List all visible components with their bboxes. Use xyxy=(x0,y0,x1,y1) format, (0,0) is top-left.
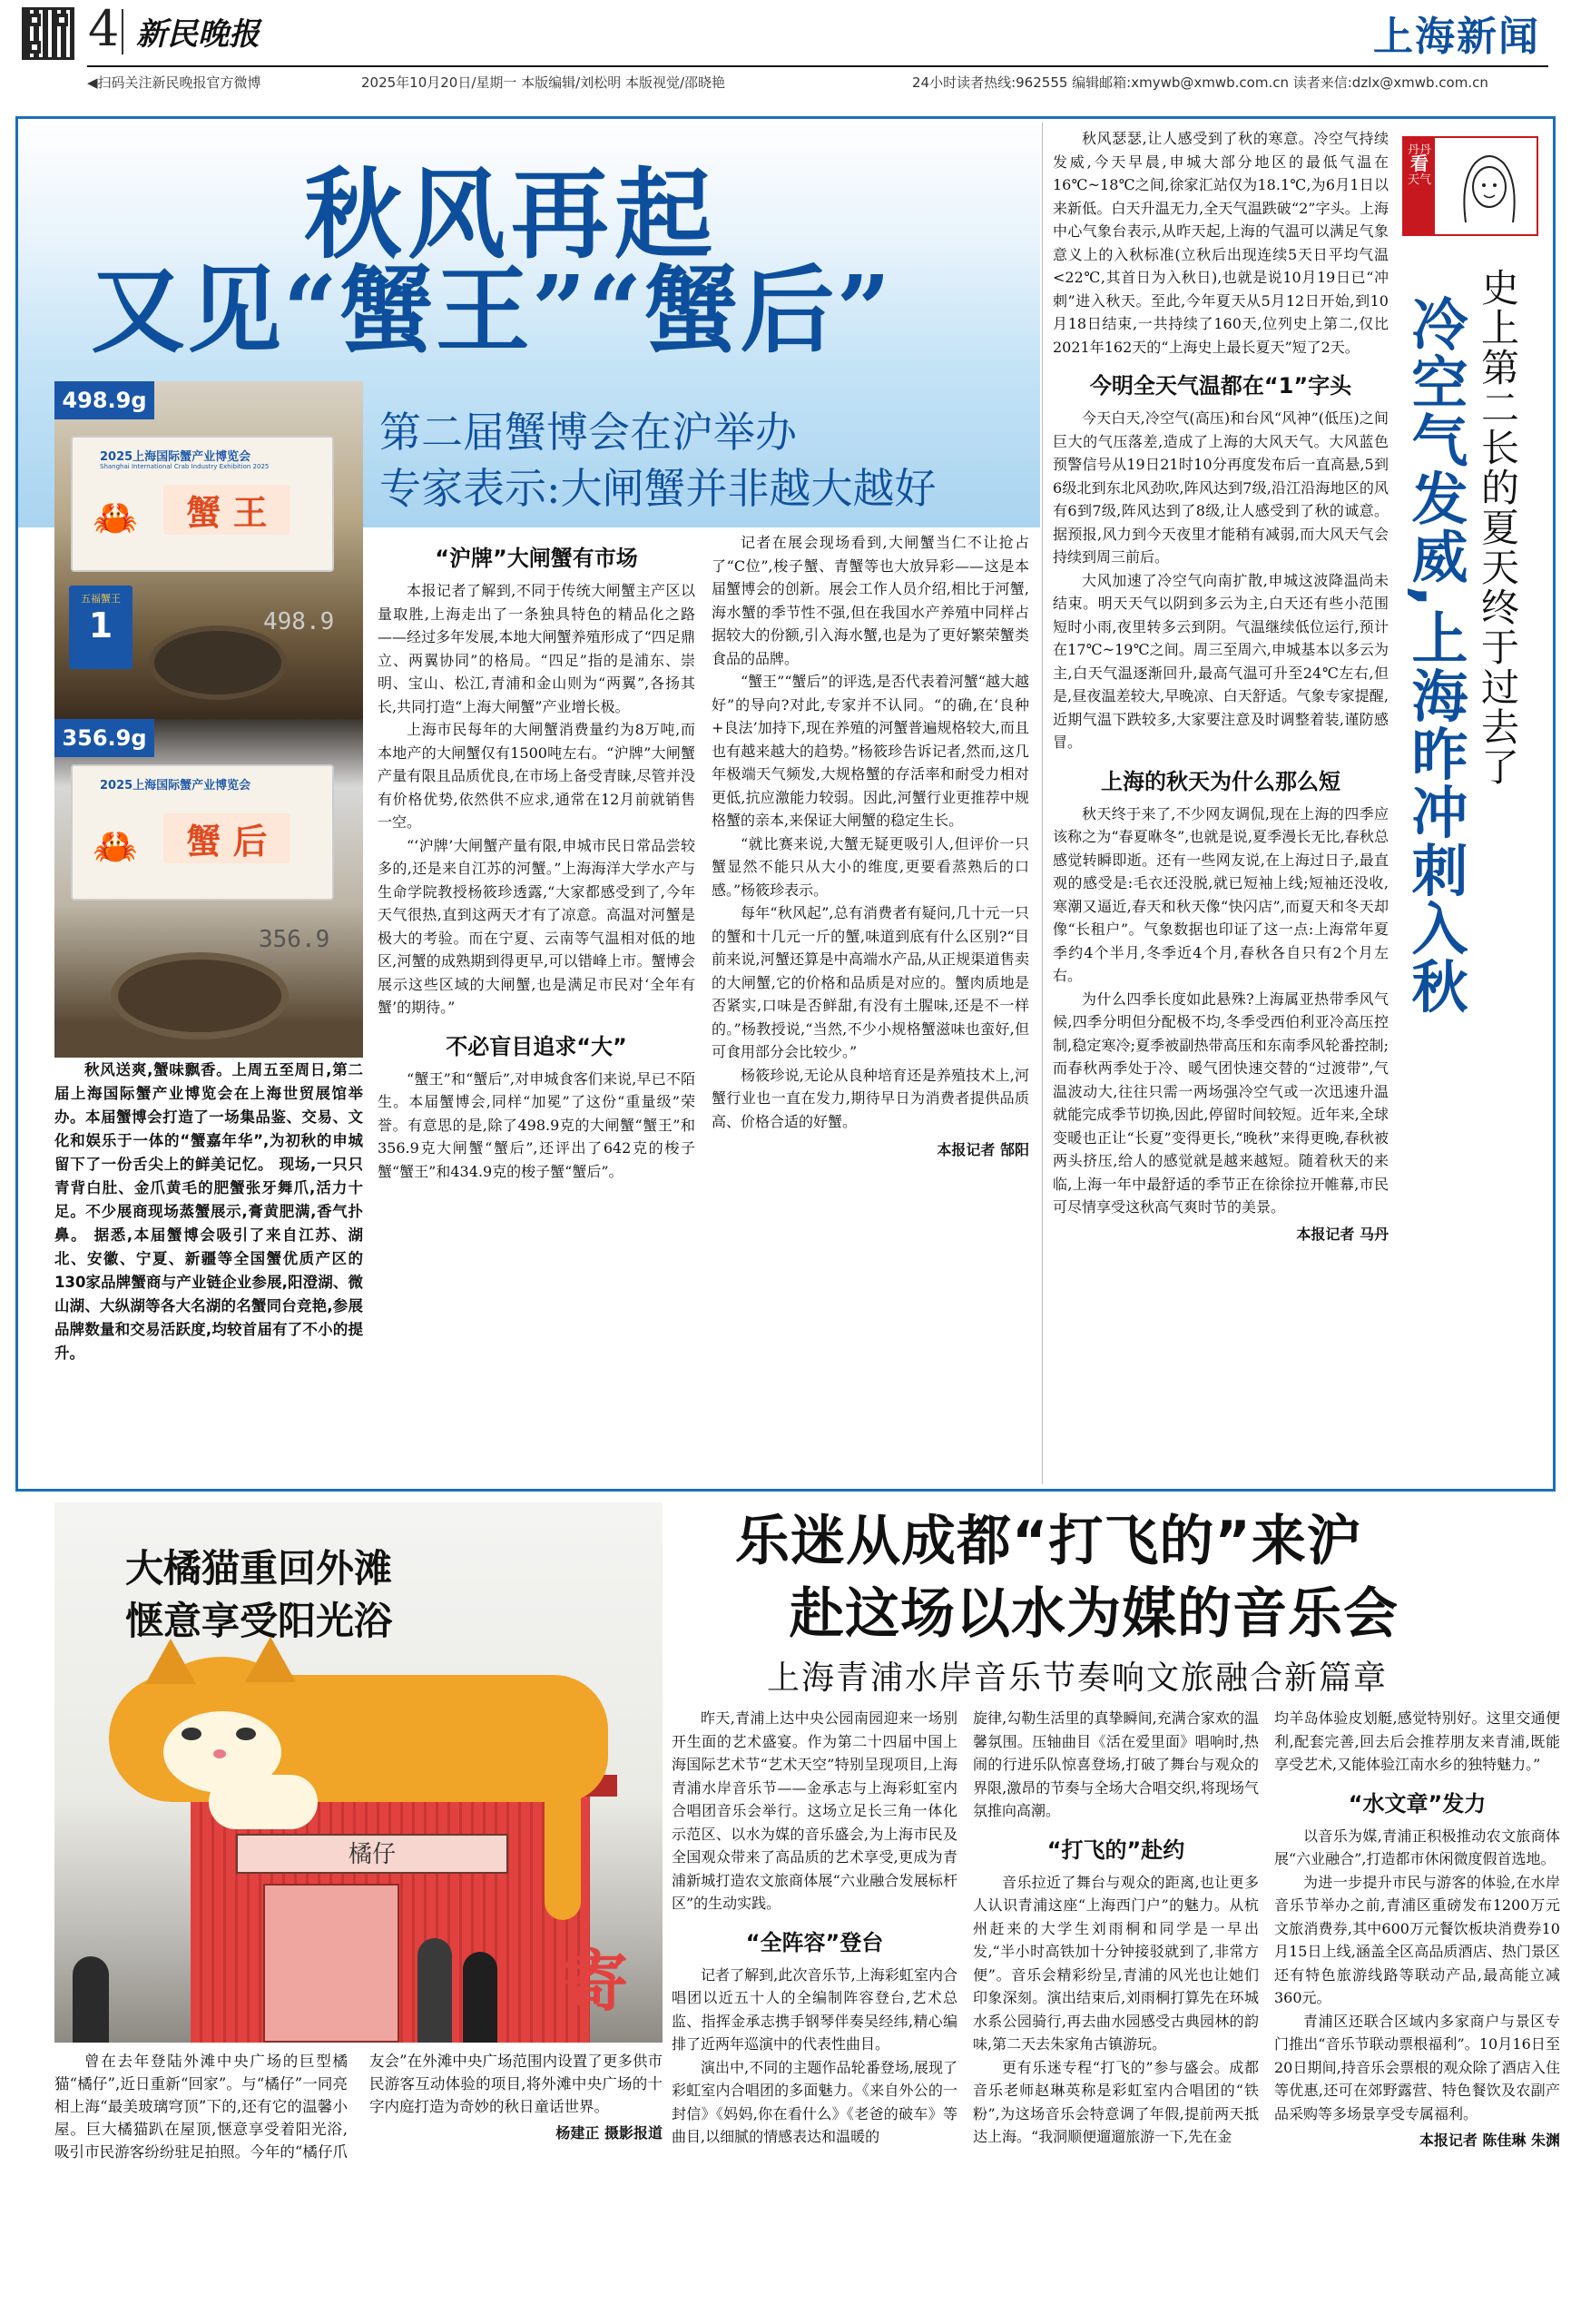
expo-sign xyxy=(71,436,334,572)
music-headline-2: 赴这场以水为媒的音乐会 xyxy=(790,1582,1399,1646)
crab-column-2 xyxy=(712,531,1029,1484)
music-subhead-water: “水文章”发力 xyxy=(1348,1790,1487,1817)
cat-ear-right xyxy=(245,1637,296,1682)
cat-caption xyxy=(54,2050,663,2277)
expo-sign-subtitle: Shanghai International Crab Industry Exhibition 2025 xyxy=(100,463,270,470)
cat-caption-text: 曾在去年登陆外滩中央广场的巨型橘猫“橘仔”,近日重新“回家”。与“橘仔”一同亮相上海“最美玻璃穹顶”下的,还有它的温馨小屋。巨大橘猫趴在屋顶,惬意享受着阳光浴,吸引市民游客纷纷驻足拍照。今年的“橘仔爪友会”在外滩中央广场范围内设置了更多供市民游客互动体验的项目,将外滩中央广场的十字内庭打造为奇妙的秋日童话世界。 xyxy=(54,2053,663,2161)
crab-byline: 本报记者 郜阳 xyxy=(937,1141,1029,1158)
banner-character: 寄 xyxy=(563,1943,629,2020)
cat-title-1: 大橘猫重回外滩 xyxy=(125,1546,393,1590)
paragraph: 青浦区还联合区域内多家商户与景区专门推出“音乐节联动票根福利”。10月16日至20日期间,持音乐会票根的观众除了酒店入住等优惠,还可在郊野露营、特色餐饮及农副产品采购等多场景享受专属福利。 xyxy=(1274,2012,1560,2122)
date-line: 2025年10月20日/星期一 本版编辑/刘松明 本版视觉/邵晓艳 xyxy=(361,74,726,91)
sign-queen-label: 蟹 后 xyxy=(163,813,290,863)
weather-divider xyxy=(1042,123,1043,1484)
scale-king: 498.9 xyxy=(263,608,335,635)
paragraph: 每年“秋风起”,总有消费者有疑问,几十元一只的蟹和十几元一斤的蟹,味道到底有什么区别?“目前来说,河蟹还算是中高端水产品,从正规渠道售卖的大闸蟹,它的价格和品质是对应的。蟹肉质地是否紧实,口味是否鲜甜,有没有土腥味,还是不一样的。”杨教授说,“当然,不少小规格蟹滋味也蛮好,但可食用部分会比较少。” xyxy=(712,904,1029,1060)
music-subhead-lineup: “全阵容”登台 xyxy=(745,1929,884,1955)
crab-sign-icon: 🦀 xyxy=(93,497,138,539)
cat-credit: 杨建正 摄影报道 xyxy=(555,2124,663,2142)
crab-photo-column xyxy=(54,381,363,1058)
weather-subhead-1: 今明全天气温都在“1”字头 xyxy=(1089,373,1352,399)
weather-vertical-main: 冷空气发威,上海昨冲刺入秋 xyxy=(1402,295,1468,1016)
expo-sign-title-queen: 2025上海国际蟹产业博览会 xyxy=(100,779,251,793)
award-tag xyxy=(69,586,133,669)
music-byline: 本报记者 陈佳琳 朱渊 xyxy=(1419,2132,1560,2149)
paragraph: 为什么四季长度如此悬殊?上海属亚热带季风气候,四季分明但分配极不均,冬季受西伯利亚冷高压控制,稳定寒冷;夏季被副热带高压和东南季风轮番控制;而春秋两季处于冷、暖气团快速交替的“过渡带”,气温波动大,往往只需一两场强冷空气或一次迅速升温就能完成季节切换,因此,停留时间较短。近年来,全球变暖也正让“长夏”变得更长,“晚秋”来得更晚,春秋被两头挤压,给人的感觉就是越来越短。随着秋天的来临,上海一年中最舒适的季节正在徐徐拉开帷幕,市民可尽情享受这秋高气爽时节的美景。 xyxy=(1053,990,1389,1216)
paragraph: 上海市民每年的大闸蟹消费量约为8万吨,而本地产的大闸蟹仅有1500吨左右。“沪牌”大闸蟹产量有限且品质优良,在市场上备受青睐,尽管并没有价格优势,依然供不应求,通常在12月前就销售一空。 xyxy=(378,721,695,831)
paper-name: 新民晚报 xyxy=(136,16,260,53)
music-headline-1: 乐迷从成都“打飞的”来沪 xyxy=(735,1510,1362,1573)
expo-sign-title: 2025上海国际蟹产业博览会 xyxy=(100,450,251,464)
paragraph: 均羊岛体验皮划艇,感觉特别好。这里交通便利,配套完善,回去后会推荐朋友来青浦,既能享受艺术,又能体验江南水乡的独特魅力。” xyxy=(1274,1709,1560,1773)
weight-tag-queen: 356.9g xyxy=(54,719,154,757)
visitor-2 xyxy=(417,1938,452,2043)
cat-nose xyxy=(213,1749,226,1758)
paragraph: 音乐拉近了舞台与观众的距离,也让更多人认识青浦这座“上海西门户”的魅力。从杭州赶来的大学生刘雨桐和同学是一早出发,“半小时高铁加十分钟接驳就到了,非常方便”。音乐会精彩纷呈,青浦的风光也让她们印象深刻。演出结束后,刘雨桐打算先在环城水系公园骑行,再去曲水园感受古典园林的韵味,第二天去朱家角古镇游玩。 xyxy=(973,1873,1259,2053)
paragraph: “蟹王”和“蟹后”,对申城食客们来说,早已不陌生。本届蟹博会,同样“加冕”了这份“重量级”荣誉。有意思的是,除了498.9克的大闸蟹“蟹王”和356.9克大闸蟹“蟹后”,还评出了642克的梭子蟹“蟹王”和434.9克的梭子蟹“蟹后”。 xyxy=(378,1069,695,1180)
cat-tail xyxy=(545,1738,581,1920)
paragraph: 演出中,不同的主题作品轮番登场,展现了彩虹室内合唱团的多面魅力。《来自外公的一封信》《妈妈,你在看什么》《老爸的破车》等曲目,以细腻的情感表达和温暖的 xyxy=(672,2058,957,2145)
crab-king-photo xyxy=(54,381,363,719)
section-title: 上海新闻 xyxy=(1373,14,1540,60)
qr-caption: ◀扫码关注新民晚报官方微博 xyxy=(87,74,261,91)
paragraph: 旋律,勾勒生活里的真挚瞬间,充满合家欢的温馨氛围。压轴曲目《活在爱里面》唱响时,热闹的行进乐队惊喜登场,打破了舞台与观众的界限,激昂的节奏与全场大合唱交织,将现场气氛推向高潮。 xyxy=(973,1709,1259,1819)
paragraph: 本报记者了解到,不同于传统大闸蟹主产区以量取胜,上海走出了一条独具特色的精品化之路——经过多年发展,本地大闸蟹养殖形成了“四足鼎立、两翼协同”的格局。“四足”指的是浦东、崇明、宝山、松江,青浦和金山则为“两翼”,各扬其长,共同打造“上海大闸蟹”产业增长极。 xyxy=(378,582,695,715)
crab-lead-text: 秋风送爽,蟹味飘香。上周五至周日,第二届上海国际蟹产业博览会在上海世贸展馆举办。本届蟹博会打造了一场集品鉴、交易、文化和娱乐于一体的“蟹嘉年华”,为初秋的申城留下了一份舌尖上的鲜美记忆。 现场,一只只青背白肚、金爪黄毛的肥蟹张牙舞爪,活力十足。不少展商现场蒸蟹展示,膏黄肥满,香气扑鼻。 据悉,本届蟹博会吸引了来自江苏、湖北、安徽、宁夏、新疆等全国蟹优质产区的130家品牌蟹商与产业链企业参展,阳澄湖、微山湖、大纵湖等各大名湖的名蟹同台竞艳,参展品牌数量和交易活跃度,均较首届有了不小的提升。 xyxy=(54,1061,363,1362)
crab-subhead-2: 专家表示:大闸蟹并非越大越好 xyxy=(379,464,937,513)
masthead xyxy=(0,0,1571,104)
hotline: 24小时读者热线:962555 编辑邮箱:xmywb@xmwb.com.cn 读者来信:dzlx@xmwb.com.cn xyxy=(912,74,1488,91)
masthead-rule xyxy=(87,65,1548,67)
page-number: 4 xyxy=(88,0,120,57)
visitor-1 xyxy=(73,1956,109,2043)
sign-king-label: 蟹 王 xyxy=(163,485,290,535)
music-column-1 xyxy=(672,1707,957,2315)
expo-sign-queen xyxy=(71,764,334,901)
weight-tag-king: 498.9g xyxy=(54,381,154,419)
store-sign xyxy=(236,1834,508,1874)
cat-eye-right xyxy=(236,1728,256,1740)
crab-headline-2: 又见“蟹王”“蟹后” xyxy=(91,254,893,366)
music-subhead: 上海青浦水岸音乐节奏响文旅融合新篇章 xyxy=(767,1659,1389,1697)
store-sign-text: 橘仔 xyxy=(348,1841,396,1868)
paragraph: 秋天终于来了,不少网友调侃,现在上海的四季应该称之为“春夏咻冬”,也就是说,夏季漫长无比,春秋总感觉转瞬即逝。还有一些网友说,在上海过日子,最直观的感受是:毛衣还没脱,就已短袖上线;短袖还没收,寒潮又逼近,春天和秋天像“快闪店”,而夏天和冬天却像“长租户”。气象数据也印证了这一点:上海常年夏季约4个半月,冬季近4个月,春秋各自只有2个月左右。 xyxy=(1053,804,1389,984)
crab-king-shape xyxy=(154,631,281,694)
badge-name: 丹丹 xyxy=(1407,143,1431,157)
crab-column-1 xyxy=(378,531,695,1484)
paragraph: 更有乐迷专程“打飞的”参与盛会。成都音乐老师赵琳英称是彩虹室内合唱团的“铁粉”,为这场音乐会特意调了年假,提前两天抵达上海。“我洞顺便遛遛旅游一下,先在金 xyxy=(973,2058,1259,2145)
crab-lead xyxy=(54,1059,363,1485)
weather-byline: 本报记者 马丹 xyxy=(1296,1225,1389,1243)
paragraph: 杨筱珍说,无论从良种培育还是养殖技术上,河蟹行业也一直在发力,期待早日为消费者提供品质高、价格合适的好蟹。 xyxy=(712,1066,1029,1130)
cat-title-2: 惬意享受阳光浴 xyxy=(125,1599,393,1643)
crab-headline-1: 秋风再起 xyxy=(304,158,719,272)
paragraph: 以音乐为媒,青浦正积极推动农文旅商体展“六业融合”,打造都市休闲微度假首选地。 xyxy=(1274,1827,1560,1867)
cat-paw xyxy=(209,1775,318,1829)
paragraph: 昨天,青浦上达中央公园南园迎来一场别开生面的艺术盛宴。作为第二十四届中国上海国际艺术节“艺术天空”特别呈现项目,上海青浦水岸音乐节——金承志与上海彩虹室内合唱团音乐会举行。这场立足长三角一体化示范区、以水为媒的音乐盛会,为上海市民及全国观众带来了高品质的艺术享受,更成为青浦新城打造农文旅商体展“六业融合发展标杆区”的生动实践。 xyxy=(672,1709,957,1912)
paragraph: 今天白天,冷空气(高压)和台风“风神”(低压)之间巨大的气压落差,造成了上海的大风天气。大风蓝色预警信号从19日21时10分再度发布后一直高悬,5到6级北到东北风劲吹,阵风达到7级,沿江沿海地区的风有6到7级,阵风达到了8级,让人感受到了秋的诚意。据预报,风力到今天夜里才能稍有减弱,而大风天气会持续到周三前后。 xyxy=(1053,409,1389,566)
crab-sign-icon-queen: 🦀 xyxy=(93,826,138,868)
music-column-2 xyxy=(973,1707,1259,2315)
subhead-hupai: “沪牌”大闸蟹有市场 xyxy=(435,546,638,571)
columnist-portrait xyxy=(1448,145,1531,231)
paragraph: 记者在展会现场看到,大闸蟹当仁不让抢占了“C位”,梭子蟹、青蟹等也大放异彩——这是本届蟹博会的创新。展会工作人员介绍,相比于河蟹,海水蟹的季节性不强,但在我国水产养殖中同样占据较大的份额,引入海水蟹,也是为了更好繁荣蟹类食品的品牌。 xyxy=(712,534,1029,667)
award-tag-number: 1 xyxy=(88,606,113,645)
crab-subhead-1: 第二届蟹博会在沪举办 xyxy=(379,408,797,457)
house-door xyxy=(263,1884,399,2043)
paragraph: 秋风瑟瑟,让人感受到了秋的寒意。冷空气持续发威,今天早晨,申城大部分地区的最低气温在16℃~18℃之间,徐家汇站仅为18.1℃,为6月1日以来新低。白天升温无力,全天气温跌破“2”字头。上海中心气象台表示,从昨天起,上海的气温可以满足气象意义上的入秋标准(立秋后出现连续5天日平均气温<22℃,其首日为入秋日),也就是说10月19日已“冲刺”进入秋天。至此,今年夏天从5月12日开始,到10月18日结束,一共持续了160天,位列史上第二,仅比2021年162天的“上海史上最长夏天”短了2天。 xyxy=(1053,130,1389,356)
visitor-3 xyxy=(463,1952,497,2043)
paragraph: 为进一步提升市民与游客的体验,在水岸音乐节举办之前,青浦区重磅发布1200万元文旅消费券,其中600万元餐饮板块消费券10月15日上线,涵盖全区高品质酒店、热门景区还有特色旅游线路等联动产品,最高能立减360元。 xyxy=(1274,1873,1560,2006)
divider xyxy=(122,9,123,54)
crab-queen-shape xyxy=(118,960,281,1032)
paragraph: “‘沪牌’大闸蟹产量有限,申城市民日常品尝较多的,还是来自江苏的河蟹。”上海海洋大学水产与生命学院教授杨筱珍透露,“大家都感受到了,今年天气很热,直到这两天才有了凉意。高温对河蟹是极大的考验。而在宁夏、云南等气温相对低的地区,河蟹的成熟期到得更早,可以错峰上市。蟹博会展示这些区域的大闸蟹,也是满足市民对‘全年有蟹’的期待。” xyxy=(378,836,695,1016)
award-tag-label: 五福蟹王 xyxy=(81,593,121,605)
weather-column xyxy=(1053,127,1389,1484)
paragraph: “就比赛来说,大蟹无疑更吸引人,但评价一只蟹显然不能只从大小的维度,更要看蒸熟后的口感。”杨筱珍表示。 xyxy=(712,834,1029,899)
badge-red-tag xyxy=(1404,138,1435,234)
cat-ear-left xyxy=(145,1639,196,1684)
paragraph: 大风加速了冷空气向南扩散,申城这波降温尚未结束。明天天气以阴到多云为主,白天还有些小范围短时小雨,夜里转多云到阴。气温继续低位运行,预计在17℃~19℃之间。周三至周六,申城基本以多云为主,白天气温逐渐回升,最高气温可升至24℃左右,但是,昼夜温差较大,早晚凉、白天舒适。气象专家提醒,近期气温下跌较多,大家要注意及时调整着装,谨防感冒。 xyxy=(1053,571,1389,751)
paragraph: “蟹王”“蟹后”的评选,是否代表着河蟹“越大越好”的导向?对此,专家并不认同。“的确,在‘良种+良法’加持下,现在养殖的河蟹普遍规格较大,而且也有越来越大的趋势。”杨筱珍告诉记者,然而,这几年极端天气频发,大规格蟹的存活率和耐受力相对更低,抗应激能力较弱。因此,河蟹行业更推荐中规格蟹的亲本,来保证大闸蟹的稳定生长。 xyxy=(712,673,1029,829)
badge-look: 看 xyxy=(1410,153,1429,174)
weather-subhead-2: 上海的秋天为什么那么短 xyxy=(1101,768,1340,794)
qr-code-icon[interactable] xyxy=(22,7,74,60)
paragraph: 记者了解到,此次音乐节,上海彩虹室内合唱团以近五十人的全编制阵容登台,艺术总监、指挥金承志携手钢琴伴奏吴经纬,精心编排了近两年巡演中的代表性曲目。 xyxy=(672,1965,957,2053)
badge-weather: 天气 xyxy=(1407,173,1431,187)
crab-queen-photo xyxy=(54,719,363,1058)
subhead-not-big: 不必盲目追求“大” xyxy=(446,1033,627,1059)
music-column-3 xyxy=(1274,1707,1560,2315)
column-badge xyxy=(1402,136,1538,236)
scale-queen: 356.9 xyxy=(259,926,330,953)
weather-vertical-sub: 史上第二长的夏天终于过去了 xyxy=(1476,268,1520,787)
cat-eye-left xyxy=(182,1728,201,1740)
music-subhead-fly: “打飞的”赴约 xyxy=(1046,1837,1185,1863)
cat-photo-frame xyxy=(54,1502,663,2043)
